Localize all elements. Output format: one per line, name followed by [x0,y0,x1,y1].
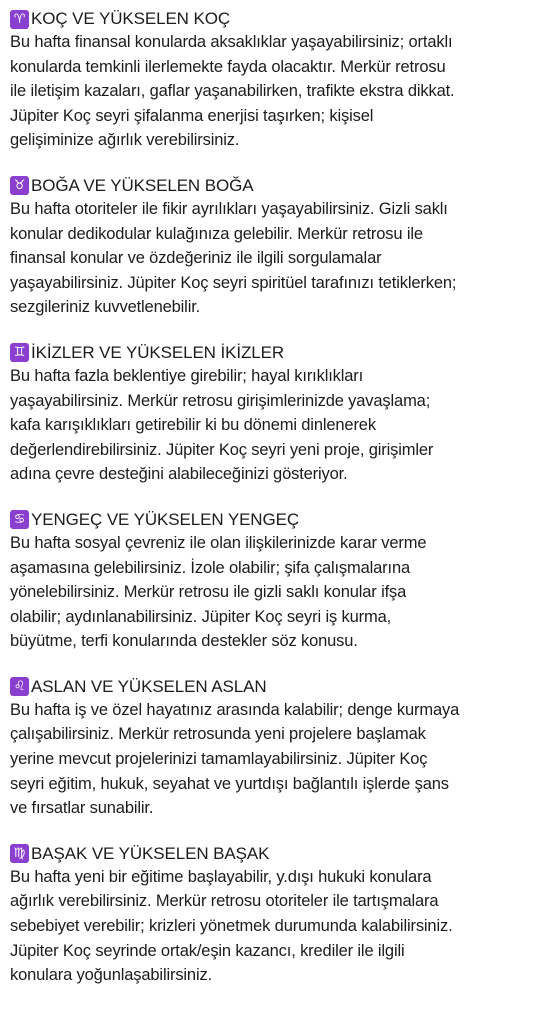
text-line: Jüpiter Koç seyrinde ortak/eşin kazancı, krediler ile ilgili [10,941,405,960]
section-title: YENGEÇ VE YÜKSELEN YENGEÇ [31,509,300,529]
text-line: konulara yoğunlaşabilirsiniz. [10,966,213,985]
section-title: KOÇ VE YÜKSELEN KOÇ [31,9,231,28]
section-text [10,865,550,988]
text-line: çalışabilirsiniz. Merkür retrosunda yeni projelere başlamak [10,725,426,744]
text-line: sezgileriniz kuvvetlenebilir. [10,298,201,317]
text-line: Bu hafta yeni bir eğitime başlayabilir, y.dışı hukuki konulara [10,867,432,886]
section-taurus [10,175,550,320]
section-text [10,698,550,821]
text-line: yaşayabilirsiniz. Jüpiter Koç seyri spiritüel tarafınızı tetiklerken; [10,273,457,292]
section-heading [10,676,550,698]
text-line: konular dedikodular kulağınıza gelebilir. Merkür retrosu ile [10,224,423,243]
text-line: Bu hafta finansal konularda aksaklıklar yaşayabilirsiniz; ortaklı [10,33,453,51]
section-heading [10,8,550,30]
text-line: Bu hafta fazla beklentiye girebilir; hayal kırıklıkları [10,366,364,385]
text-line: ve fırsatlar sunabilir. [10,799,154,818]
text-line: Bu hafta iş ve özel hayatınız arasında kalabilir; denge kurmaya [10,700,460,719]
text-line: ağırlık verebilirsiniz. Merkür retrosu otoriteler ile tartışmalara [10,892,439,911]
section-gemini [10,342,550,487]
section-cancer [10,509,550,654]
section-aries [10,8,550,153]
section-heading [10,342,550,364]
section-heading [10,843,550,865]
section-title: BOĞA VE YÜKSELEN BOĞA [31,175,254,195]
section-leo [10,676,550,821]
section-title: BAŞAK VE YÜKSELEN BAŞAK [31,843,270,863]
text-line: değerlendirebilirsiniz. Jüpiter Koç seyri yeni proje, girişimler [10,440,434,459]
text-line: adına çevre desteğini alabileceğinizi gösteriyor. [10,465,348,484]
section-virgo [10,843,550,988]
text-line: kafa karışıklıkları getirebilir ki bu dönemi dinlenerek [10,416,376,435]
text-line: büyütme, terfi konularında destekler söz konusu. [10,632,358,651]
section-text [10,197,550,320]
text-line: seyri eğitim, hukuk, seyahat ve yurtdışı bağlantılı işlerde şans [10,774,449,793]
text-line: Bu hafta otoriteler ile fikir ayrılıkları yaşayabilirsiniz. Gizli saklı [10,199,448,218]
section-text [10,30,550,153]
section-text [10,531,550,654]
text-line: ile iletişim kazaları, gaflar yaşanabilirken, trafikte ekstra dikkat. [10,82,455,101]
section-heading [10,175,550,197]
virgo-icon: ♍ [10,844,29,863]
horoscope-page [10,8,550,1010]
text-line: yaşayabilirsiniz. Merkür retrosu girişimlerinizde yavaşlama; [10,391,431,410]
text-line: sebebiyet verebilir; krizleri yönetmek durumunda kalabilirsiniz. [10,917,453,936]
text-line: yönelebilirsiniz. Merkür retrosu ile gizli saklı konular ifşa [10,583,407,602]
gemini-icon: ♊ [10,343,29,362]
text-line: finansal konular ve özdeğeriniz ile ilgili sorgulamalar [10,249,382,268]
text-line: aşamasına gelebilirsiniz. İzole olabilir; şifa çalışmalarına [10,558,411,577]
text-line: yerine mevcut projelerinizi tamamlayabilirsiniz. Jüpiter Koç [10,750,428,769]
text-line: olabilir; aydınlanabilirsiniz. Jüpiter Koç seyri iş kurma, [10,607,392,626]
text-line: Bu hafta sosyal çevreniz ile olan ilişkilerinizde karar verme [10,533,427,552]
section-title: ASLAN VE YÜKSELEN ASLAN [31,676,267,696]
text-line: Jüpiter Koç seyri şifalanma enerjisi taşırken; kişisel [10,106,374,125]
section-text [10,364,550,487]
cancer-icon: ♋ [10,510,29,529]
section-heading [10,509,550,531]
taurus-icon: ♉ [10,176,29,195]
aries-icon: ♈ [10,10,29,29]
text-line: konularda temkinli ilerlemekte fayda olacaktır. Merkür retrosu [10,57,446,76]
section-title: İKİZLER VE YÜKSELEN İKİZLER [31,342,285,362]
leo-icon: ♌ [10,677,29,696]
text-line: gelişiminize ağırlık verebilirsiniz. [10,131,240,150]
